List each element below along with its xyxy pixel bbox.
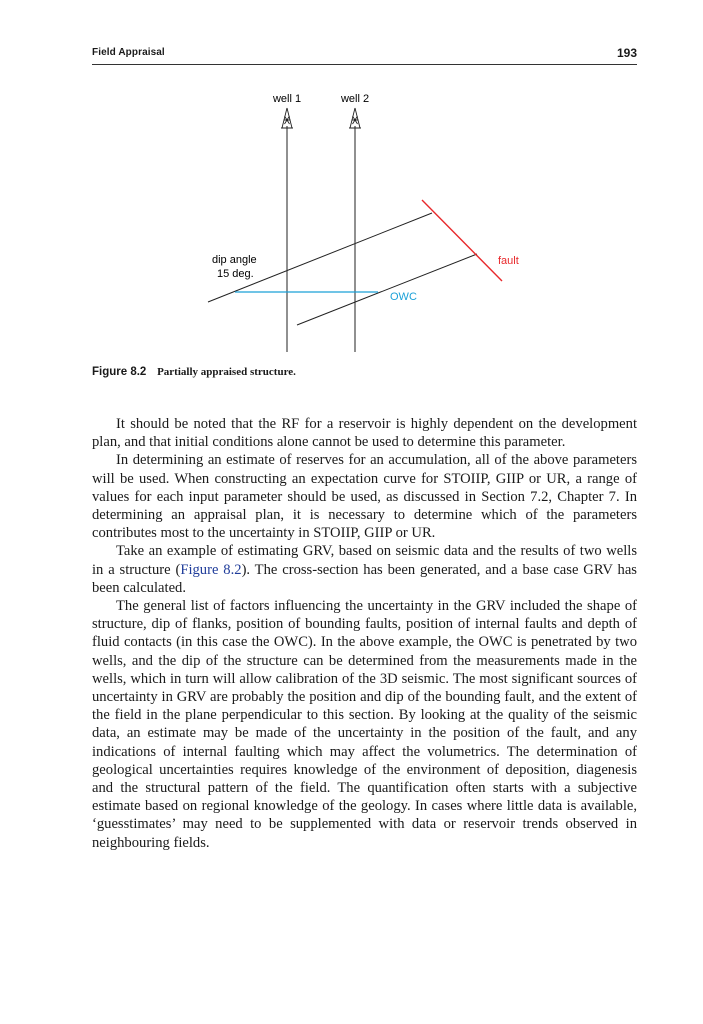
- body-text: [92, 415, 637, 852]
- figure-reference-link[interactable]: Figure 8.2: [180, 561, 242, 578]
- base-reservoir-horizon: [297, 254, 477, 325]
- figure-number: Figure 8.2: [92, 366, 147, 378]
- paragraph: It should be noted that the RF for a reservoir is highly dependent on the development plan, and that initial conditions alone cannot be used to determine this parameter.: [92, 416, 637, 451]
- paragraph: The general list of factors influencing the uncertainty in the GRV included the shape of structure, dip of flanks, position of bounding faults, position of internal faults and depth of fluid contacts (in this case the OWC). In the above example, the OWC is penetrated by two wells, and the dip of the structure can be determined from the measurements made in the wells, which in turn will allow calibration of the 3D seismic. The most significant sources of uncertainty in GRV are probably the position and dip of the bounding fault, and the extent of the field in the plane perpendicular to this section. By looking at the quality of the seismic data, an estimate may be made of the uncertainty in the position of the fault, and any indications of internal faulting which may affect the volumetrics. The determination of geological uncertainties requires knowledge of the environment of deposition, diagenesis and the structural pattern of the field. The quantification often starts with a subjective estimate based on regional knowledge of the geology. In cases where little data is available, ‘guesstimates’ may need to be supplemented with data or reservoir trends observed in neighbouring fields.: [92, 598, 637, 851]
- well-1-label: well 1: [272, 93, 302, 105]
- well-1: [272, 93, 301, 352]
- paragraph: In determining an estimate of reserves for an accumulation, all of the above parameters will be used. When constructing an expectation curve for STOIIP, GIIP or UR, a range of values for each input parameter should be used, as discussed in Section 7.2, Chapter 7. In determining an appraisal plan, it is necessary to determine which of the parameters contributes most to the uncertainty in STOIIP, GIIP or UR.: [92, 452, 637, 542]
- figure-caption: [92, 366, 296, 378]
- page-number: 193: [616, 46, 637, 60]
- well-2: [340, 93, 369, 352]
- figure-caption-text: Partially appraised structure.: [157, 366, 296, 378]
- dip-angle-value: 15 deg.: [217, 268, 254, 280]
- cross-section-figure: [0, 0, 703, 360]
- fault-line: [422, 200, 502, 281]
- well-2-label: well 2: [340, 93, 370, 105]
- paragraph: [92, 542, 637, 597]
- fault-label: fault: [498, 255, 519, 267]
- chapter-title: Field Appraisal: [92, 47, 165, 58]
- owc-label: OWC: [390, 291, 417, 303]
- derrick-icon: [349, 108, 361, 128]
- paragraph-text: Take an example of estimating GRV, based on seismic data and the results of two wells in a structure (: [92, 543, 637, 578]
- dip-angle-label: dip angle: [212, 254, 257, 266]
- derrick-icon: [281, 108, 293, 128]
- paragraph-text: ). The cross-section has been generated, and a base case GRV has been calculated.: [92, 561, 637, 596]
